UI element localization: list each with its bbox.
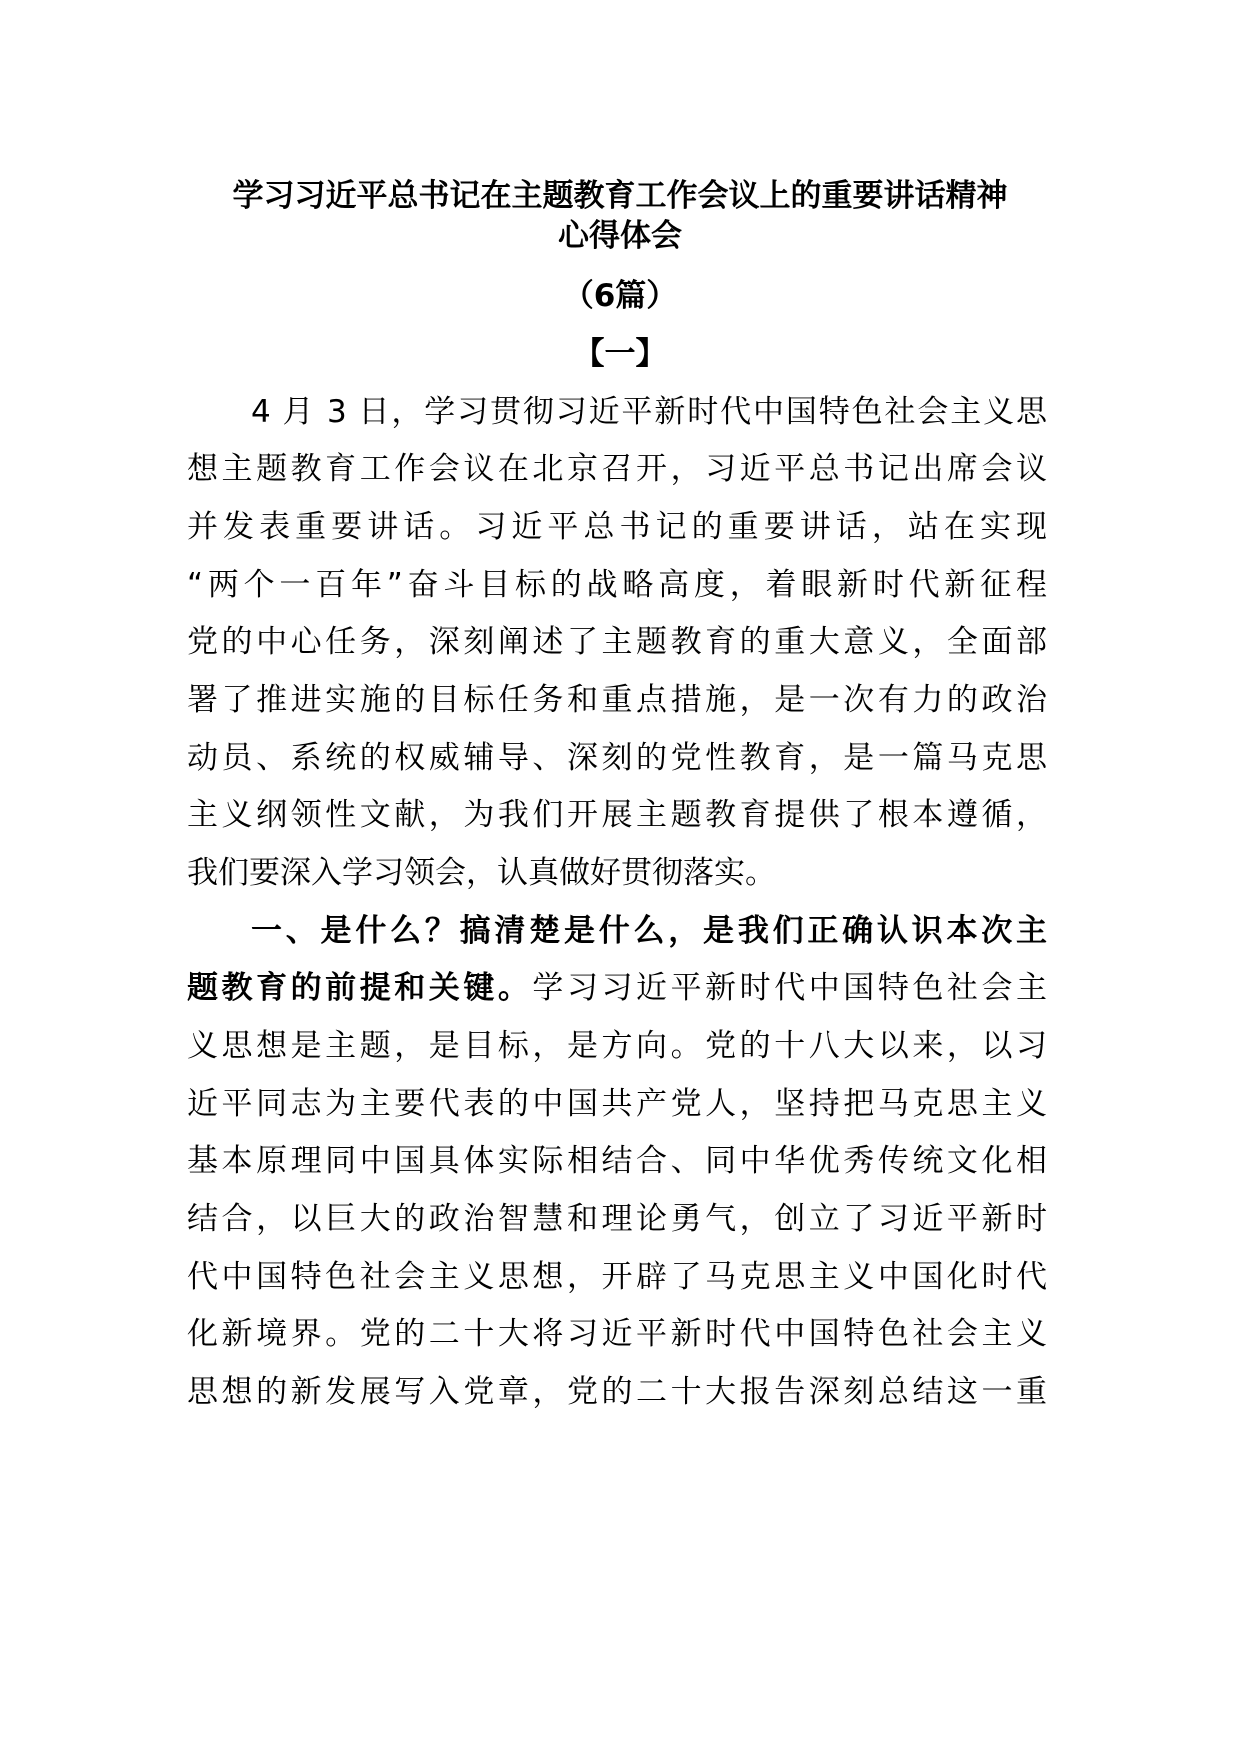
paragraph-1-line: “两个一百年”奋斗目标的战略高度，着眼新时代新征程 [187, 567, 1047, 603]
paragraph-2-line-2 [187, 968, 1047, 1008]
paragraph-2-line: 思想的新发展写入党章，党的二十大报告深刻总结这一重 [187, 1374, 1047, 1410]
section-marker: 【一】 [573, 336, 667, 372]
paragraph-1-line: 想主题教育工作会议在北京召开，习近平总书记出席会议 [187, 451, 1047, 487]
paragraph-1-line: 我们要深入学习领会，认真做好贯彻落实。 [187, 855, 776, 891]
paragraph-2-line: 基本原理同中国具体实际相结合、同中华优秀传统文化相 [187, 1143, 1047, 1179]
section-heading-line-1: 一、是什么？搞清楚是什么，是我们正确认识本次主 [251, 913, 1047, 949]
paragraph-2-line: 结合，以巨大的政治智慧和理论勇气，创立了习近平新时 [187, 1201, 1047, 1237]
paragraph-2-line: 近平同志为主要代表的中国共产党人，坚持把马克思主义 [187, 1086, 1047, 1122]
paragraph-1-line: 党的中心任务，深刻阐述了主题教育的重大意义，全面部 [187, 624, 1047, 660]
paragraph-1-line: 主义纲领性文献，为我们开展主题教育提供了根本遵循， [187, 797, 1047, 833]
paragraph-1-line: 4 月 3 日，学习贯彻习近平新时代中国特色社会主义思 [251, 394, 1047, 430]
paragraph-1-line: 并发表重要讲话。习近平总书记的重要讲话，站在实现 [187, 509, 1047, 545]
paragraph-2-text: 学习习近平新时代中国特色社会主 [532, 970, 1048, 1006]
paragraph-1-line: 署了推进实施的目标任务和重点措施，是一次有力的政治 [187, 682, 1047, 718]
document-article-count: （6篇） [562, 278, 678, 314]
document-title-line-1: 学习习近平总书记在主题教育工作会议上的重要讲话精神 [232, 178, 1008, 214]
paragraph-2-line: 代中国特色社会主义思想，开辟了马克思主义中国化时代 [187, 1259, 1047, 1295]
document-title-line-2: 心得体会 [558, 218, 682, 254]
paragraph-2-line: 义思想是主题，是目标，是方向。党的十八大以来，以习 [187, 1028, 1047, 1064]
paragraph-2-line: 化新境界。党的二十大将习近平新时代中国特色社会主义 [187, 1316, 1047, 1352]
section-heading-line-2: 题教育的前提和关键。 [187, 970, 533, 1006]
paragraph-1-line: 动员、系统的权威辅导、深刻的党性教育，是一篇马克思 [187, 740, 1047, 776]
